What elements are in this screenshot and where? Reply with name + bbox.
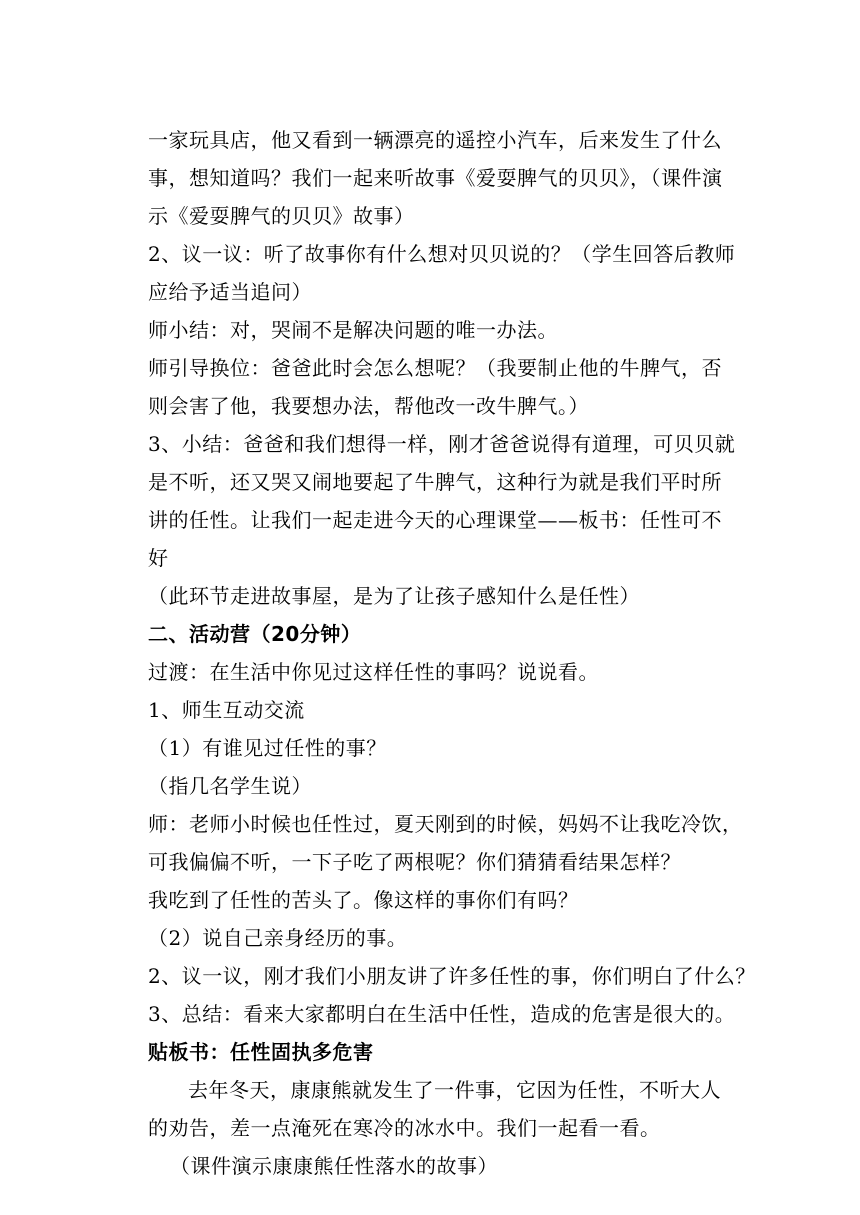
paragraph-line: （1）有谁见过任性的事？ [148, 736, 387, 760]
paragraph-line: 师小结：对，哭闹不是解决问题的唯一办法。 [148, 318, 558, 342]
paragraph-line: 1、师生互动交流 [148, 698, 305, 722]
paragraph-line: （2）说自己亲身经历的事。 [148, 926, 408, 950]
paragraph-line: 2、议一议，刚才我们小朋友讲了许多任性的事，你们明白了什么？ [148, 964, 756, 988]
paragraph-line: （指几名学生说） [148, 774, 312, 798]
document-body [148, 121, 756, 1185]
paragraph-line: 的劝告，差一点淹死在寒冷的冰水中。我们一起看一看。 [148, 1116, 661, 1140]
paragraph-line: 2、议一议：听了故事你有什么想对贝贝说的？（学生回答后教师 [148, 242, 736, 266]
paragraph-line: 师引导换位：爸爸此时会怎么想呢？（我要制止他的牛脾气，否 [148, 356, 722, 380]
paragraph-line: 去年冬天，康康熊就发生了一件事，它因为任性，不听大人 [188, 1078, 721, 1102]
paragraph-line: 我吃到了任性的苦头了。像这样的事你们有吗？ [148, 888, 579, 912]
section-heading: 二、活动营（20分钟） [148, 622, 362, 646]
paragraph-line: 师：老师小时候也任性过，夏天刚到的时候，妈妈不让我吃冷饮， [148, 812, 743, 836]
paragraph-line: 可我偏偏不听，一下子吃了两根呢？你们猜猜看结果怎样？ [148, 850, 681, 874]
paragraph-line: 是不听，还又哭又闹地要起了牛脾气，这种行为就是我们平时所 [148, 470, 722, 494]
paragraph-line: 则会害了他，我要想办法，帮他改一改牛脾气。） [148, 394, 589, 418]
paragraph-line: 一家玩具店，他又看到一辆漂亮的遥控小汽车，后来发生了什么 [148, 128, 722, 152]
paragraph-line: 过渡：在生活中你见过这样任性的事吗？说说看。 [148, 660, 599, 684]
paragraph-line: 讲的任性。让我们一起走进今天的心理课堂——板书：任性可不 [148, 508, 722, 532]
paragraph-line: 应给予适当追问） [148, 280, 312, 304]
paragraph-line: 3、总结：看来大家都明白在生活中任性，造成的危害是很大的。 [148, 1002, 736, 1026]
paragraph-line: 示《爱耍脾气的贝贝》故事） [148, 204, 415, 228]
paragraph-line: 3、小结：爸爸和我们想得一样，刚才爸爸说得有道理，可贝贝就 [148, 432, 736, 456]
paragraph-line: （课件演示康康熊任性落水的故事） [170, 1154, 498, 1178]
board-writing-heading: 贴板书：任性固执多危害 [148, 1040, 374, 1064]
paragraph-line: 事，想知道吗？我们一起来听故事《爱耍脾气的贝贝》，（课件演 [148, 166, 723, 190]
paragraph-line: 好 [148, 546, 169, 570]
paragraph-line: （此环节走进故事屋，是为了让孩子感知什么是任性） [148, 584, 640, 608]
